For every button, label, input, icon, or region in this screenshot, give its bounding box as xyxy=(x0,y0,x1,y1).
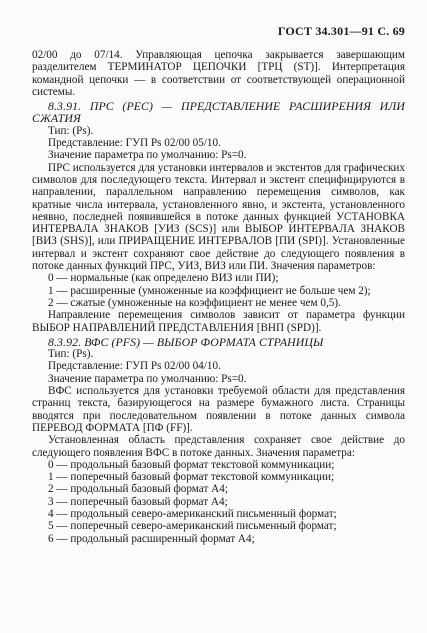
intro-paragraph: 02/00 до 07/14. Управляющая цепочка закрывается завершающим разделителем ТЕРМИНАТОР ЦЕПОЧКИ [ТРЦ (ST)]. Интерпретация командной цепочки — в соответствии от соответствующей операционной системы. xyxy=(32,49,405,98)
list-item: 6 — продольный расширенный формат А4; xyxy=(48,532,255,545)
list-item: 5 — поперечный северо-американский письменный формат; xyxy=(48,520,337,533)
s1-representation: Представление: ГУП Ps 02/00 05/10. xyxy=(48,137,221,150)
s2-representation: Представление: ГУП Ps 02/00 04/10. xyxy=(48,360,221,373)
s1-value-list xyxy=(32,272,405,309)
section-8-3-91-title: 8.3.91. ПРС (PEC) — ПРЕДСТАВЛЕНИЕ РАСШИРЕНИЯ ИЛИ СЖАТИЯ xyxy=(32,99,405,126)
list-item: 2 — продольный базовый формат А4; xyxy=(48,483,228,496)
running-header: ГОСТ 34.301—91 С. 69 xyxy=(277,24,405,38)
section-8-3-92-title: 8.3.92. ВФС (PFS) — ВЫБОР ФОРМАТА СТРАНИЦЫ xyxy=(48,334,324,349)
s1-default: Значение параметра по умолчанию: Ps=0. xyxy=(48,149,247,162)
list-item: 4 — продольный северо-американский письменный формат; xyxy=(48,507,337,520)
list-item: 1 — расширенные (умноженные на коэффициент не больше чем 2); xyxy=(48,284,371,297)
list-item: 1 — поперечный базовый формат текстовой коммуникации; xyxy=(48,471,335,484)
s2-body-2: Установленная область представления сохраняет свое действие до следующего появления ВФС в потоке данных. Значения параметра: xyxy=(32,434,405,459)
s1-type: Тип: (Ps). xyxy=(48,124,94,137)
s2-type: Тип: (Ps). xyxy=(48,348,94,361)
s1-note: Направление перемещения символов зависит от параметра функции ВЫБОР НАПРАВЛЕНИЙ ПРЕДСТАВЛЕНИЯ [ВНП (SPD)]. xyxy=(32,309,405,334)
list-item: 2 — сжатые (умноженные на коэффициент не менее чем 0,5). xyxy=(48,296,341,309)
s2-default: Значение параметра по умолчанию: Ps=0. xyxy=(48,372,247,385)
s2-body: ВФС используется для установки требуемой области для представления страниц текста, базирующегося на размере бумажного листа. Страницы вводятся при последовательном появлении в потоке данных символа ПЕРЕВОД ФОРМАТА [ПФ (FF)]. xyxy=(32,385,405,434)
list-item: 3 — поперечный базовый формат А4; xyxy=(48,495,228,508)
body-text xyxy=(32,49,405,545)
s1-body: ПРС используется для установки интервалов и экстентов для графических символов для последующего текста. Интервал и экстент специфицируются в направлении, параллельном направлению перемещения символов, как кратные числа интервала, установленного явно, и экстента, установленного неявно, последней появившейся в потоке данных функцией УСТАНОВКА ИНТЕРВАЛА ЗНАКОВ [УИЗ (SCS)] или ВЫБОР ИНТЕРВАЛА ЗНАКОВ [ВИЗ (SHS)], или ПРИРАЩЕНИЕ ИНТЕРВАЛОВ [ПИ (SPI)]. Установленные интервал и экстент сохраняют свое действие до следующего появления в потоке данных функций ПРС, УИЗ, ВИЗ или ПИ. Значения параметров: xyxy=(32,161,405,273)
s2-value-list xyxy=(32,459,405,545)
list-item: 0 — продольный базовый формат текстовой коммуникации; xyxy=(48,458,335,471)
list-item: 0 — нормальные (как определено ВИЗ или ПИ); xyxy=(48,272,279,285)
